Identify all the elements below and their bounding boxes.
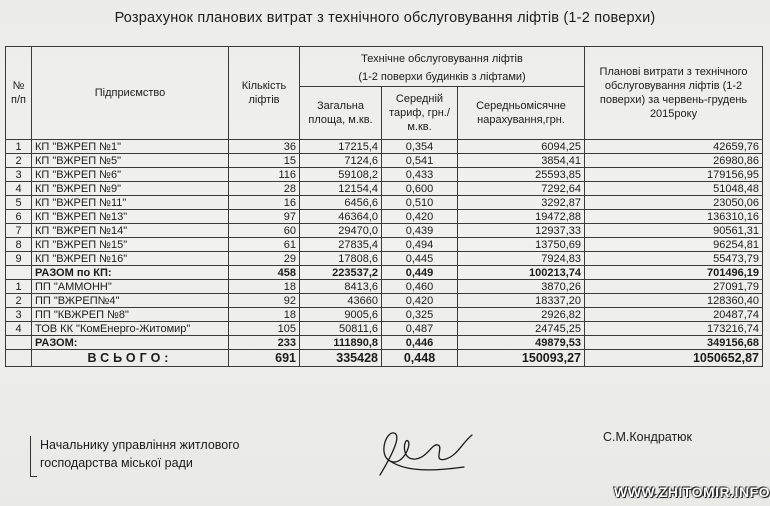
lifts-count: 105	[229, 322, 300, 336]
planned-expense: 349156,68	[585, 336, 763, 350]
table-row	[6, 140, 763, 154]
enterprise-name: ПП "АММОНН"	[32, 280, 229, 294]
total-area: 17808,6	[300, 252, 382, 266]
header-maintenance-sub: (1-2 поверхи будинків з ліфтами)	[358, 70, 526, 83]
average-tariff: 0,354	[382, 140, 458, 154]
average-tariff: 0,487	[382, 322, 458, 336]
total-area: 7124,6	[300, 154, 382, 168]
table-row	[6, 322, 763, 336]
row-number: 5	[6, 196, 32, 210]
average-tariff: 0,460	[382, 280, 458, 294]
row-number: 1	[6, 140, 32, 154]
total-area: 59108,2	[300, 168, 382, 182]
total-area: 50811,6	[300, 322, 382, 336]
lifts-count: 28	[229, 182, 300, 196]
monthly-charge: 18337,20	[458, 294, 585, 308]
enterprise-name: КП "ВЖРЕП №15"	[32, 238, 229, 252]
table-row	[6, 210, 763, 224]
average-tariff: 0,439	[382, 224, 458, 238]
total-area: 9005,6	[300, 308, 382, 322]
monthly-charge: 2926,82	[458, 308, 585, 322]
site-watermark: WWW.ZHITOMIR.INFO	[614, 484, 770, 500]
table-row	[6, 308, 763, 322]
lifts-count: 29	[229, 252, 300, 266]
planned-expense: 96254,81	[585, 238, 763, 252]
addressee-line-1: Начальнику управління житлового	[40, 438, 240, 452]
enterprise-name: КП "ВЖРЕП №1"	[32, 140, 229, 154]
average-tariff: 0,600	[382, 182, 458, 196]
enterprise-name: КП "ВЖРЕП №9"	[32, 182, 229, 196]
row-number: 8	[6, 238, 32, 252]
empty-cell	[6, 336, 32, 350]
table-row	[6, 224, 763, 238]
monthly-charge: 6094,25	[458, 140, 585, 154]
header-num: № п/п	[6, 47, 32, 140]
planned-expense: 90561,31	[585, 224, 763, 238]
average-tariff: 0,445	[382, 252, 458, 266]
monthly-charge: 25593,85	[458, 168, 585, 182]
average-tariff: 0,325	[382, 308, 458, 322]
enterprise-name: КП "ВЖРЕП №14"	[32, 224, 229, 238]
lifts-count: 116	[229, 168, 300, 182]
header-monthly: Середньомісячне нарахування,грн.	[458, 87, 585, 140]
total-area: 12154,4	[300, 182, 382, 196]
total-area: 8413,6	[300, 280, 382, 294]
enterprise-name: ПП "ВЖРЕП№4"	[32, 294, 229, 308]
subtotal-row-pp	[6, 336, 763, 350]
total-area: 46364,0	[300, 210, 382, 224]
header-lifts: Кількість ліфтів	[229, 47, 300, 140]
monthly-charge: 150093,27	[458, 350, 585, 367]
lifts-count: 36	[229, 140, 300, 154]
monthly-charge: 13750,69	[458, 238, 585, 252]
grand-total-row	[6, 350, 763, 367]
row-number: 4	[6, 182, 32, 196]
lifts-count: 18	[229, 280, 300, 294]
total-area: 111890,8	[300, 336, 382, 350]
average-tariff: 0,420	[382, 294, 458, 308]
lifts-count: 16	[229, 196, 300, 210]
total-area: 27835,4	[300, 238, 382, 252]
header-maintenance-title: Технічне обслуговування ліфтів	[361, 52, 523, 65]
header-area: Загальна площа, м.кв.	[300, 87, 382, 140]
subtotal-label: РАЗОМ по КП:	[32, 266, 229, 280]
row-number: 3	[6, 308, 32, 322]
total-area: 43660	[300, 294, 382, 308]
row-number: 4	[6, 322, 32, 336]
total-area: 17215,4	[300, 140, 382, 154]
average-tariff: 0,433	[382, 168, 458, 182]
table-row	[6, 294, 763, 308]
total-area: 29470,0	[300, 224, 382, 238]
average-tariff: 0,510	[382, 196, 458, 210]
addressee-block	[40, 436, 239, 472]
monthly-charge: 3870,26	[458, 280, 585, 294]
monthly-charge: 3854,41	[458, 154, 585, 168]
planned-expense: 26980,86	[585, 154, 763, 168]
lifts-count: 60	[229, 224, 300, 238]
monthly-charge: 7924,83	[458, 252, 585, 266]
table-body	[6, 140, 763, 367]
planned-expense: 136310,16	[585, 210, 763, 224]
planned-expense: 20487,74	[585, 308, 763, 322]
enterprise-name: КП "ВЖРЕП №16"	[32, 252, 229, 266]
planned-expense: 55473,79	[585, 252, 763, 266]
lifts-count: 15	[229, 154, 300, 168]
enterprise-name: КП "ВЖРЕП №6"	[32, 168, 229, 182]
addressee-bracket	[30, 436, 37, 477]
table-row	[6, 238, 763, 252]
average-tariff: 0,448	[382, 350, 458, 367]
lifts-count: 458	[229, 266, 300, 280]
planned-expense: 128360,40	[585, 294, 763, 308]
monthly-charge: 7292,64	[458, 182, 585, 196]
row-number: 1	[6, 280, 32, 294]
planned-expense: 51048,48	[585, 182, 763, 196]
planned-expense: 701496,19	[585, 266, 763, 280]
monthly-charge: 49879,53	[458, 336, 585, 350]
handwritten-signature	[372, 425, 482, 485]
row-number: 9	[6, 252, 32, 266]
empty-cell	[6, 266, 32, 280]
addressee-line-2: господарства міської ради	[40, 456, 193, 470]
row-number: 3	[6, 168, 32, 182]
subtotal-row-kp	[6, 266, 763, 280]
table-row	[6, 196, 763, 210]
planned-expense: 23050,06	[585, 196, 763, 210]
total-area: 223537,2	[300, 266, 382, 280]
table-row	[6, 252, 763, 266]
planned-expense: 42659,76	[585, 140, 763, 154]
enterprise-name: ТОВ КК "КомЕнерго-Житомир"	[32, 322, 229, 336]
row-number: 2	[6, 294, 32, 308]
table-row	[6, 280, 763, 294]
planned-expense: 173216,74	[585, 322, 763, 336]
header-maintenance-group	[300, 47, 585, 87]
row-number: 6	[6, 210, 32, 224]
enterprise-name: КП "ВЖРЕП №11"	[32, 196, 229, 210]
enterprise-name: КП "ВЖРЕП №5"	[32, 154, 229, 168]
planned-expense: 27091,79	[585, 280, 763, 294]
row-number: 2	[6, 154, 32, 168]
table-row	[6, 182, 763, 196]
total-area: 6456,6	[300, 196, 382, 210]
lifts-count: 92	[229, 294, 300, 308]
lifts-count: 61	[229, 238, 300, 252]
lifts-count: 691	[229, 350, 300, 367]
empty-cell	[6, 350, 32, 367]
monthly-charge: 24745,25	[458, 322, 585, 336]
header-tariff: Середній тариф, грн./м.кв.	[382, 87, 458, 140]
average-tariff: 0,494	[382, 238, 458, 252]
monthly-charge: 19472,88	[458, 210, 585, 224]
row-number: 7	[6, 224, 32, 238]
expenses-table	[5, 46, 763, 367]
lifts-count: 233	[229, 336, 300, 350]
average-tariff: 0,541	[382, 154, 458, 168]
signer-name: С.М.Кондратюк	[603, 430, 693, 444]
planned-expense: 179156,95	[585, 168, 763, 182]
total-label: ВСЬОГО:	[32, 350, 229, 367]
enterprise-name: КП "ВЖРЕП №13"	[32, 210, 229, 224]
enterprise-name: ПП "КВЖРЕП №8"	[32, 308, 229, 322]
header-enterprise: Підприємство	[32, 47, 229, 140]
average-tariff: 0,420	[382, 210, 458, 224]
monthly-charge: 3292,87	[458, 196, 585, 210]
average-tariff: 0,446	[382, 336, 458, 350]
total-area: 335428	[300, 350, 382, 367]
planned-expense: 1050652,87	[585, 350, 763, 367]
lifts-count: 18	[229, 308, 300, 322]
document-title: Розрахунок планових витрат з технічного обслуговування ліфтів (1-2 поверхи)	[114, 10, 656, 26]
table-row	[6, 154, 763, 168]
monthly-charge: 12937,33	[458, 224, 585, 238]
monthly-charge: 100213,74	[458, 266, 585, 280]
subtotal-label: РАЗОМ:	[32, 336, 229, 350]
average-tariff: 0,449	[382, 266, 458, 280]
header-planned: Планові витрати з технічного обслуговування ліфтів (1-2 поверхи) за червень-грудень 2015року	[585, 47, 763, 140]
table-row	[6, 168, 763, 182]
lifts-count: 97	[229, 210, 300, 224]
